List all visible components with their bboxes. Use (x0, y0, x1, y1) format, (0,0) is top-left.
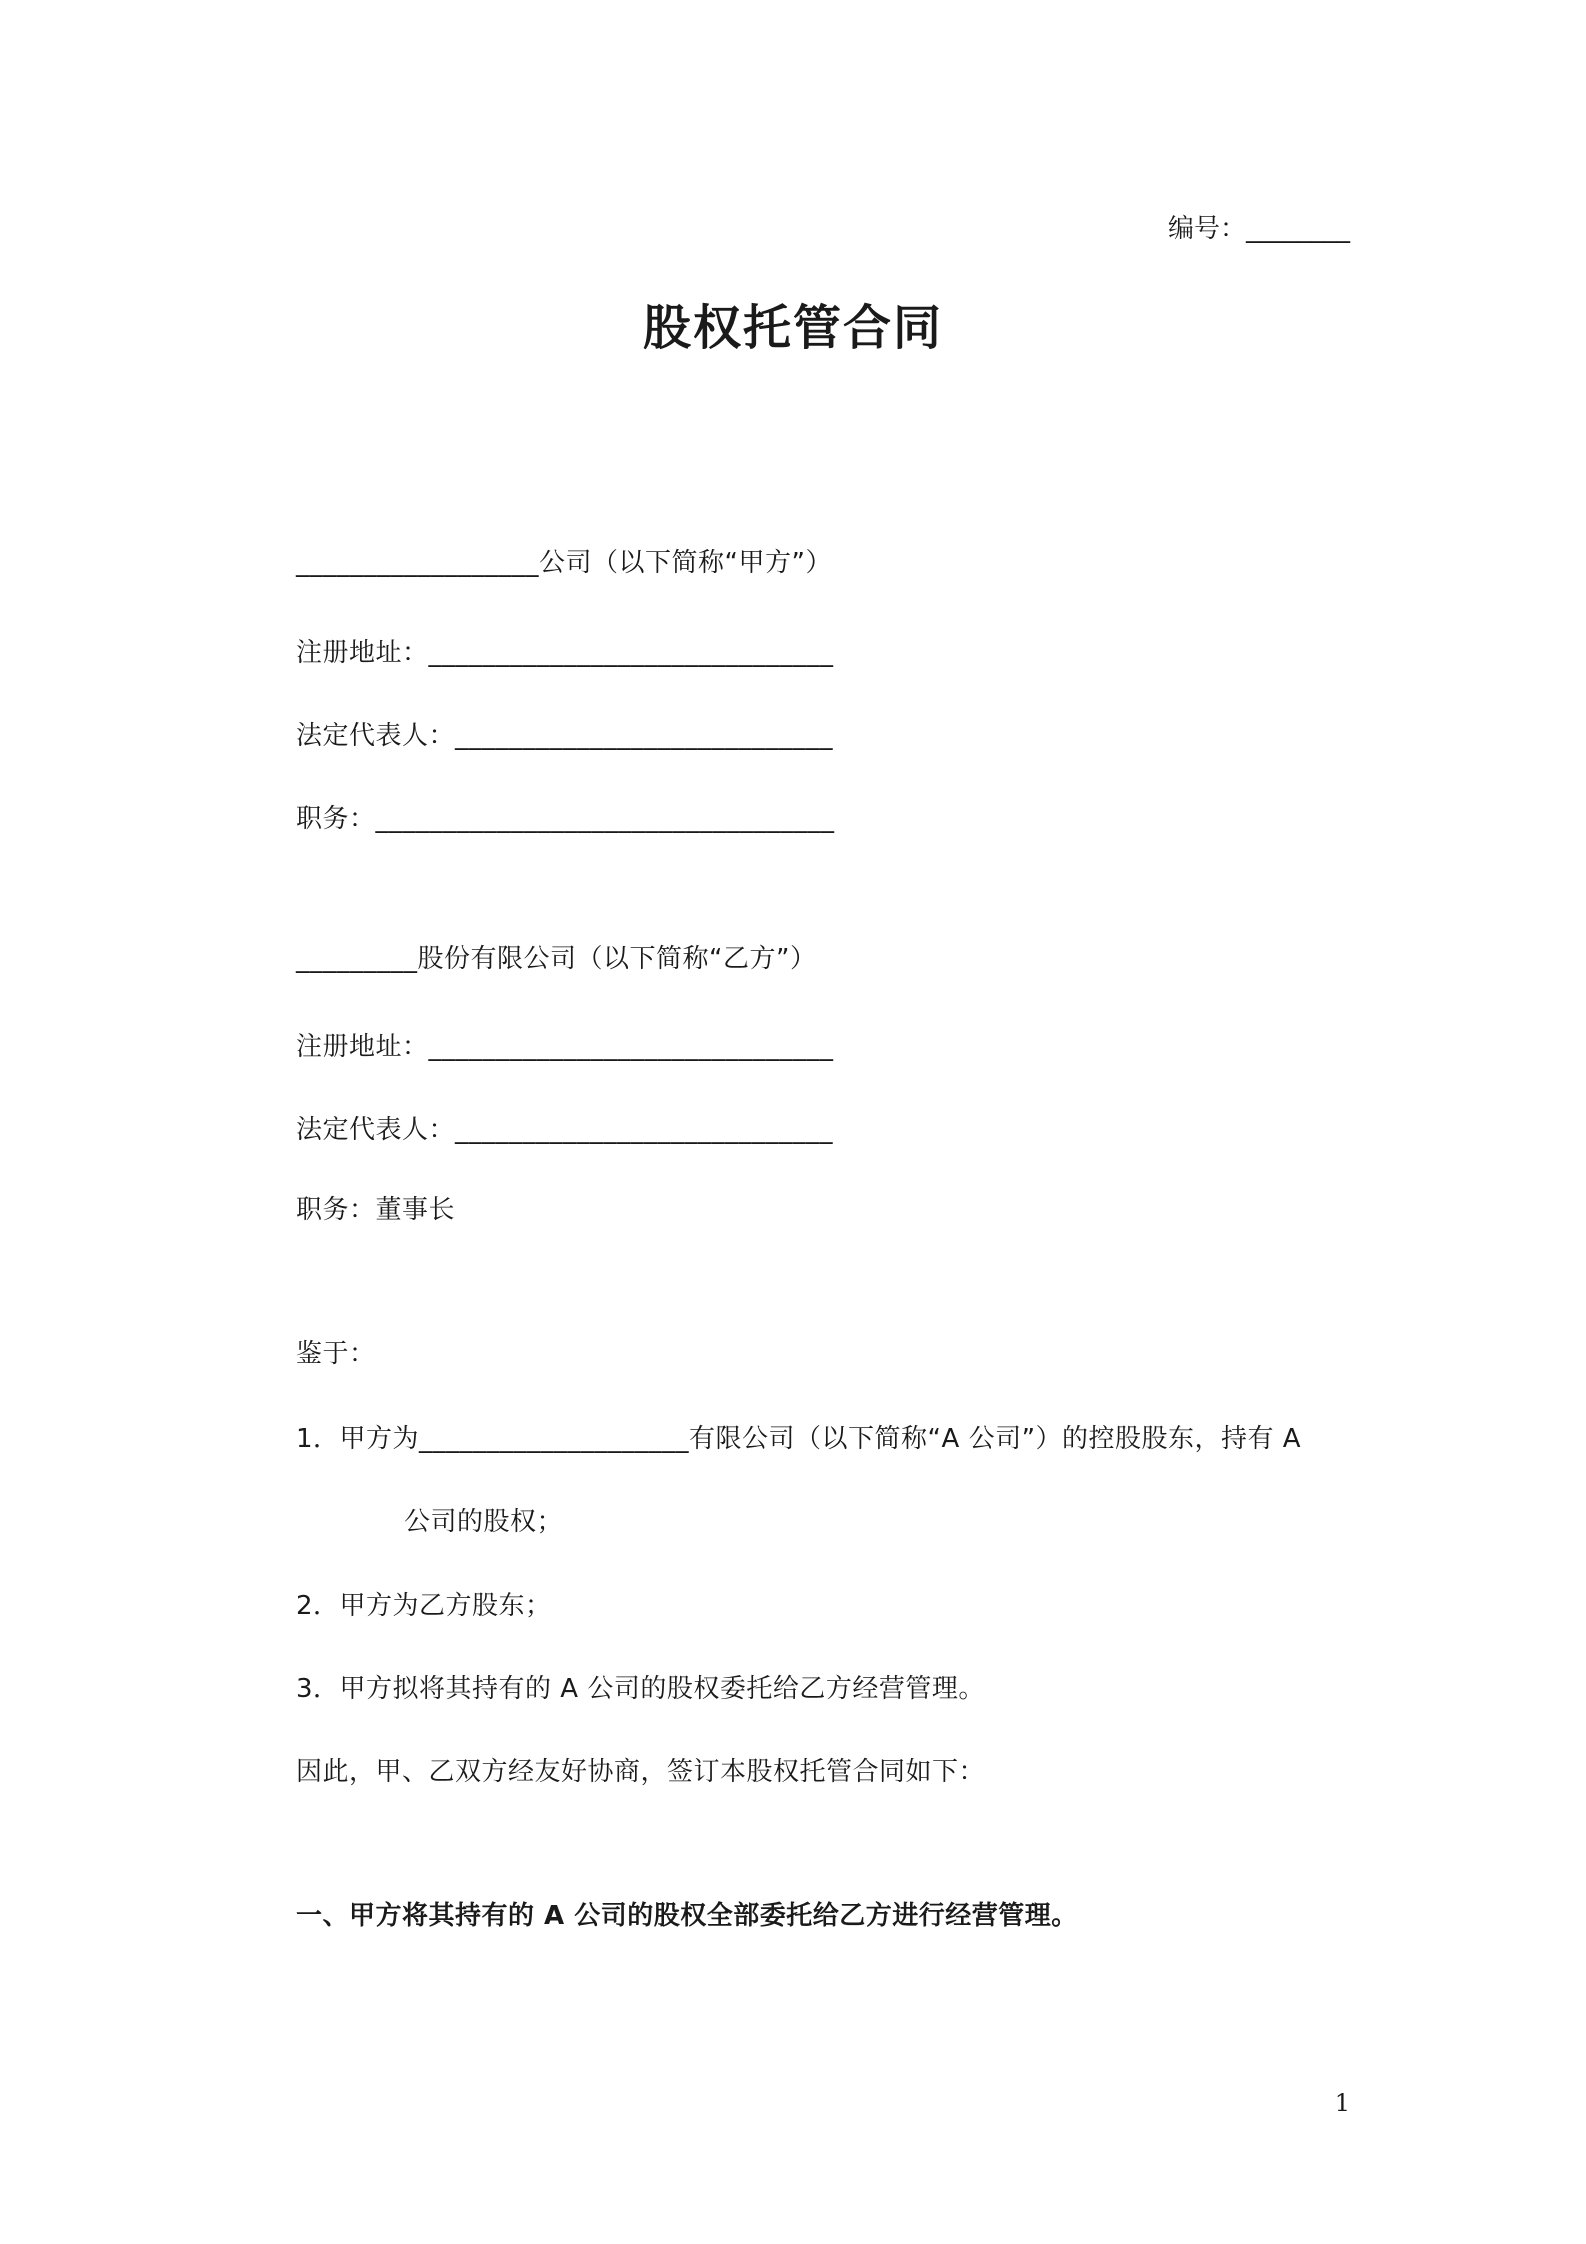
party-b-legal-representative: 法定代表人：____________________________ (296, 1115, 834, 1145)
party-a-name: __________________公司（以下简称“甲方”） (296, 548, 832, 578)
recital-item-3: 3．甲方拟将其持有的 A 公司的股权委托给乙方经营管理。 (296, 1674, 985, 1704)
recital-item-1: 1．甲方为____________________有限公司（以下简称“A 公司”）的控股股东，持有 A (296, 1424, 1302, 1454)
recitals-intro: 鉴于： (296, 1339, 376, 1369)
party-b-address: 注册地址：______________________________ (296, 1032, 834, 1062)
party-b-position: 职务：董事长 (296, 1195, 456, 1225)
party-a-position: 职务：__________________________________ (296, 804, 835, 834)
recital-item-1-continued: 公司的股权； (404, 1507, 564, 1537)
party-a-legal-representative: 法定代表人：____________________________ (296, 721, 834, 751)
document-title: 股权托管合同 (642, 300, 943, 356)
recital-item-2: 2．甲方为乙方股东； (296, 1591, 552, 1621)
contract-number: 编号：________ (1167, 214, 1350, 244)
party-a-address: 注册地址：______________________________ (296, 638, 834, 668)
party-b-name: _________股份有限公司（以下简称“乙方”） (296, 944, 817, 974)
recitals-conclusion: 因此，甲、乙双方经友好协商，签订本股权托管合同如下： (296, 1757, 986, 1787)
page-number: 1 (1334, 2089, 1350, 2117)
clause-1-heading: 一、甲方将其持有的 A 公司的股权全部委托给乙方进行经营管理。 (296, 1901, 1078, 1931)
